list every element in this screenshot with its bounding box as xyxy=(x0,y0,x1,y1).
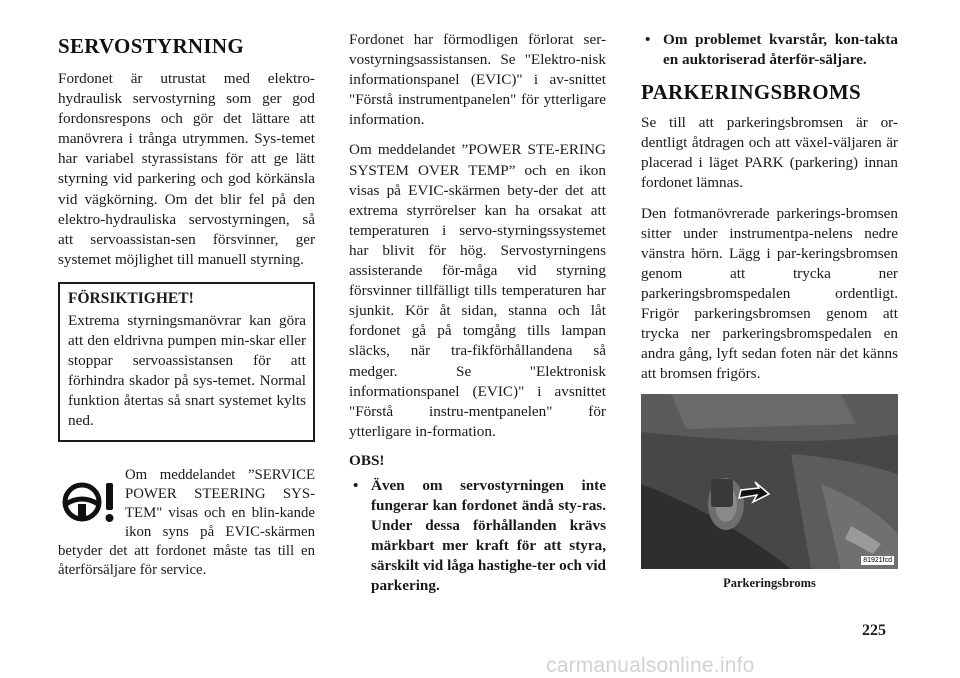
caution-box xyxy=(58,282,315,442)
section-heading-parkeringsbroms: PARKERINGSBROMS xyxy=(641,80,861,105)
steering-wheel-warning-icon xyxy=(58,470,122,534)
photo-caption: Parkeringsbroms xyxy=(723,576,816,591)
paragraph-lost-assistance: Fordonet har förmodligen förlorat ser-vostyrningsassistansen. Se "Elektro-nisk informationspanel (EVIC)" i av-snittet "Förstå instrumentpanelen" för ytterligare information. xyxy=(349,31,606,129)
warning-block xyxy=(58,466,315,580)
parking-brake-illustration xyxy=(641,394,898,569)
caution-title: FÖRSIKTIGHET! xyxy=(68,289,194,307)
paragraph-servostyrning-intro: Fordonet är utrustat med elektro-hydraulisk servostyrning som ger god fordonsrespons och gör det lättare att manövrera i trånga utrymmen. Sys-temet har variabel styrassistans för att ge lätt styrning vid parkering och god körkänsla vid vägkörning. Om det blir fel på den elektro-hydrauliska servostyrningen, så att servoassistan-sen försvinner, ger systemet möjlighet till manuell styrning. xyxy=(58,70,315,268)
page-number: 225 xyxy=(862,622,886,639)
caution-text: Extrema styrningsmanövrar kan göra att den eldrivna pumpen min-skar eller stoppar servoassistansen för att förhindra skador på sys-temet. Normal funktion återtas så snart systemet kylts ned. xyxy=(68,311,306,430)
note-list-continued xyxy=(641,30,898,70)
note-label: OBS! xyxy=(349,451,385,469)
warning-text: Om meddelandet ”SERVICE POWER STEERING SYS-TEM" visas och en blin-kande ikon syns på EVIC-skärmen betyder det att fordonet måste tas till en återförsäljare för service. xyxy=(58,466,315,578)
column-middle xyxy=(349,30,606,602)
note-bullet-dealer: • Om problemet kvarstår, kon-takta en auktoriserad återför-säljare. xyxy=(641,30,898,70)
column-left xyxy=(58,30,315,590)
photo-code: 81921fcd xyxy=(863,557,892,565)
note-bullet: • Även om servostyrningen inte fungerar kan fordonet ändå sty-ras. Under dessa förhållanden krävs märkbart mer kraft för att styra, särskilt vid låga hastighe-ter och vid parkering. xyxy=(349,476,606,597)
section-heading-servostyrning: SERVOSTYRNING xyxy=(58,34,244,58)
paragraph-over-temp: Om meddelandet ”POWER STE-ERING SYSTEM OVER TEMP” och en ikon visas på EVIC-skärmen bety-der det att extrema styrrörelser kan ha orsakat att temperaturen i servo-styrningssystemet har blivit för hög. Servostyrningens assisterande för-måga vid styrning försvinner tillfälligt tills temperaturen har sjunkit. Kör åt sidan, stanna och låt fordonet gå på tomgång tills lampan släcks, när tra-fikförhållandena så medger. Se "Elektronisk informationspanel (EVIC)" i avsnittet "Förstå instru-mentpanelen" för ytterligare in-formation. xyxy=(349,141,606,440)
paragraph-parking-brake-operation: Den fotmanövrerade parkerings-bromsen sitter under instrumentpa-nelens nedre vänstra hörn. Lägg i par-keringsbromsen genom att trycka ner parkeringsbromspedalen ordentligt. Frigör parkeringsbromsen genom att trycka ner parkeringsbromspedalen en andra gång, lyft sedan foten när det känns att bromsen frigörs. xyxy=(641,204,898,383)
watermark: carmanualsonline.info xyxy=(546,654,755,677)
paragraph-parking-brake-intro: Se till att parkeringsbromsen är or-dentligt åtdragen och att växel-väljaren är placerad i läget PARK (parkering) innan fordonet lämnas. xyxy=(641,114,898,192)
parking-brake-photo xyxy=(641,394,898,569)
column-right xyxy=(641,30,898,591)
note-list xyxy=(349,476,606,597)
